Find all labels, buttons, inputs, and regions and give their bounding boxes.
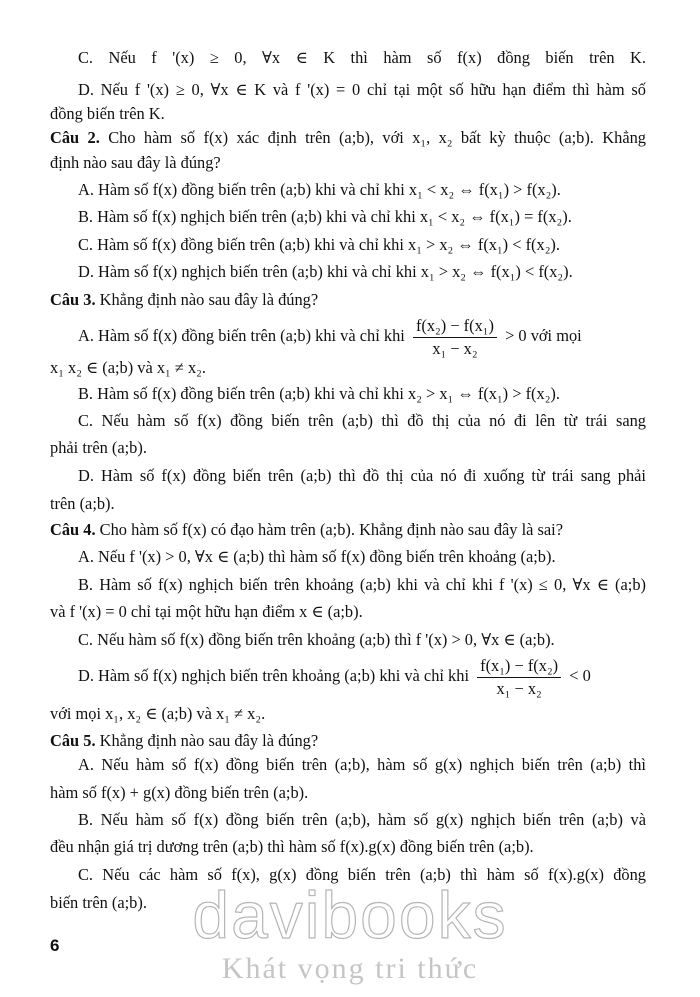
option-4d-tail: < 0 xyxy=(569,666,591,685)
option-2d: D. Hàm số f(x) nghịch biến trên (a;b) khi và chỉ khi x₁ > x₂ ⇔ f(x₁) < f(x₂). xyxy=(78,262,573,281)
question-3-text: Khẳng định nào sau đây là đúng? xyxy=(95,290,319,309)
question-4-label: Câu 4. xyxy=(50,520,96,539)
fraction-numerator: f(x₂) − f(x₁) xyxy=(413,317,497,338)
option-3d-line-2: trên (a;b). xyxy=(50,494,115,513)
option-4d-line-2: với mọi x₁, x₂ ∈ (a;b) và x₁ ≠ x₂. xyxy=(50,704,266,723)
fraction-numerator: f(x₁) − f(x₂) xyxy=(477,657,561,678)
question-2-line-2: định nào sau đây là đúng? xyxy=(50,153,221,172)
option-1c: C. Nếu f '(x) ≥ 0, ∀x ∈ K thì hàm số f(x) đồng biến trên K. xyxy=(78,48,646,67)
watermark-slogan: Khát vọng tri thức xyxy=(221,952,479,985)
option-4c: C. Nếu hàm số f(x) đồng biến trên khoảng (a;b) thì f '(x) > 0, ∀x ∈ (a;b). xyxy=(78,630,555,649)
option-4d-line-1 xyxy=(0,654,700,698)
option-5a-line-2: hàm số f(x) + g(x) đồng biến trên (a;b). xyxy=(50,783,309,802)
question-5-label: Câu 5. xyxy=(50,731,96,750)
option-5b-line-1: B. Nếu hàm số f(x) đồng biến trên (a;b), hàm số g(x) nghịch biến trên (a;b) và xyxy=(78,810,646,829)
option-5a-line-1: A. Nếu hàm số f(x) đồng biến trên (a;b), hàm số g(x) nghịch biến trên (a;b) thì xyxy=(78,755,646,774)
question-5-line xyxy=(0,731,700,751)
option-5c-line-2: biến trên (a;b). xyxy=(50,893,147,912)
question-3-line xyxy=(0,290,700,310)
option-1d-line-2: đồng biến trên K. xyxy=(50,104,165,123)
option-3a-fraction xyxy=(413,317,497,358)
page-number: 6 xyxy=(50,936,60,955)
option-4d-text: D. Hàm số f(x) nghịch biến trên khoảng (a;b) khi và chỉ khi xyxy=(78,666,469,685)
fraction-denominator: x₁ − x₂ xyxy=(432,338,478,358)
watermark-brand: davibooks xyxy=(192,878,508,952)
option-2b: B. Hàm số f(x) nghịch biến trên (a;b) khi và chỉ khi x₁ < x₂ ⇔ f(x₁) = f(x₂). xyxy=(78,207,572,226)
option-2a: A. Hàm số f(x) đồng biến trên (a;b) khi và chỉ khi x₁ < x₂ ⇔ f(x₁) > f(x₂). xyxy=(78,180,561,199)
fraction-denominator: x₁ − x₂ xyxy=(496,678,542,698)
option-3a-line-1 xyxy=(0,314,700,358)
question-4-line xyxy=(0,520,700,540)
question-2-label: Câu 2. xyxy=(50,128,100,147)
option-3d-line-1: D. Hàm số f(x) đồng biến trên (a;b) thì đồ thị của nó đi xuống từ trái sang phải xyxy=(78,466,646,485)
question-5-text: Khẳng định nào sau đây là đúng? xyxy=(95,731,319,750)
option-3a-text: A. Hàm số f(x) đồng biến trên (a;b) khi và chỉ khi xyxy=(78,326,405,345)
option-3c-line-1: C. Nếu hàm số f(x) đồng biến trên (a;b) thì đồ thị của nó đi lên từ trái sang xyxy=(78,411,646,430)
option-3a-line-2: x₁ x₂ ∈ (a;b) và x₁ ≠ x₂. xyxy=(50,358,206,377)
option-5b-line-2: đều nhận giá trị dương trên (a;b) thì hàm số f(x).g(x) đồng biến trên (a;b). xyxy=(50,837,534,856)
option-4b-line-1: B. Hàm số f(x) nghịch biến trên khoảng (a;b) khi và chỉ khi f '(x) ≤ 0, ∀x ∈ (a;b) xyxy=(78,575,646,594)
option-3c-line-2: phải trên (a;b). xyxy=(50,438,147,457)
option-3a-tail: > 0 với mọi xyxy=(505,326,582,345)
question-4-text: Cho hàm số f(x) có đạo hàm trên (a;b). Khẳng định nào sau đây là sai? xyxy=(95,520,563,539)
option-4a: A. Nếu f '(x) > 0, ∀x ∈ (a;b) thì hàm số f(x) đồng biến trên khoảng (a;b). xyxy=(78,547,556,566)
option-4b-line-2: và f '(x) = 0 chỉ tại một hữu hạn điểm x ∈ (a;b). xyxy=(50,602,363,621)
option-1d-line-1: D. Nếu f '(x) ≥ 0, ∀x ∈ K và f '(x) = 0 chỉ tại một số hữu hạn điểm thì hàm số xyxy=(78,80,646,99)
option-4d-fraction xyxy=(477,657,561,698)
question-3-label: Câu 3. xyxy=(50,290,96,309)
option-5c-line-1: C. Nếu các hàm số f(x), g(x) đồng biến trên (a;b) thì hàm số f(x).g(x) đồng xyxy=(78,865,646,884)
option-2c: C. Hàm số f(x) đồng biến trên (a;b) khi và chỉ khi x₁ > x₂ ⇔ f(x₁) < f(x₂). xyxy=(78,235,560,254)
question-2-text: Cho hàm số f(x) xác định trên (a;b), với x₁, x₂ bất kỳ thuộc (a;b). Khẳng xyxy=(99,128,646,147)
option-3b: B. Hàm số f(x) đồng biến trên (a;b) khi và chỉ khi x₂ > x₁ ⇔ f(x₁) > f(x₂). xyxy=(78,384,560,403)
question-2-line-1 xyxy=(0,128,646,148)
